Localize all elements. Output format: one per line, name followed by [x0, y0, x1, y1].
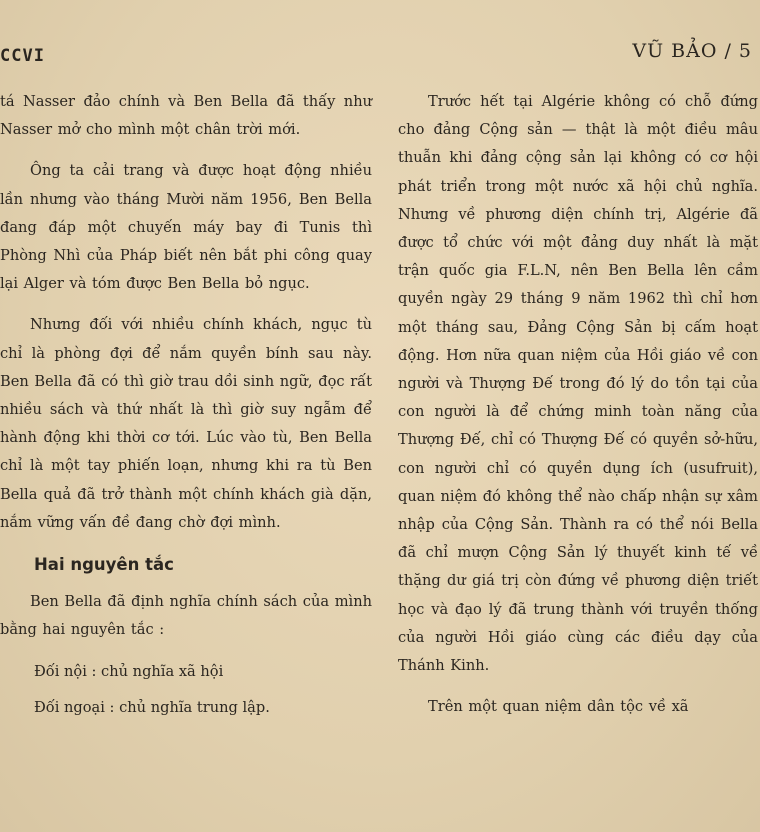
paragraph: Nhưng đối với nhiều chính khách, ngục tù chỉ là phòng đợi để nắm quyền bính sau này. Ben Bella đã có thì giờ trau dồi sinh ngữ, đọc rất nhiều sách và thứ nhất là thì giờ suy ngẫm để hành động khi thời cơ tới. Lúc vào tù, Ben Bella chỉ là một tay phiến loạn, nhưng khi ra tù Ben Bella quả đã trở thành một chính khách già dặn, nắm vững vấn đề đang chờ đợi mình.: [0, 316, 372, 531]
section-heading: Hai nguyên tắc: [34, 555, 174, 575]
right-column: [398, 88, 758, 734]
page-header: [0, 38, 760, 70]
left-column: [0, 88, 372, 729]
policy-internal: Đối nội : chủ nghĩa xã hội: [34, 663, 224, 681]
author-running-head: VŨ BẢO / 5: [632, 40, 752, 62]
paragraph: Ông ta cải trang và được hoạt động nhiều lần nhưng vào tháng Mười năm 1956, Ben Bella đang đáp một chuyến máy bay đi Tunis thì Phòng Nhì của Pháp biết nên bắt phi công quay lại Alger và tóm được Ben Bella bỏ ngục.: [0, 162, 372, 293]
policy-external: Đối ngoại : chủ nghĩa trung lập.: [34, 699, 270, 717]
paragraph: Trước hết tại Algérie không có chỗ đứng cho đảng Cộng sản — thật là một điều mâu thuẫn khi đảng cộng sản lại không có cơ hội phát triển trong một nước xã hội chủ nghĩa. Nhưng về phương diện chính trị, Algérie đã được tổ chức với một đảng duy nhất là mặt trận quốc gia F.L.N, nên Ben Bella lên cầm quyền ngày 29 tháng 9 năm 1962 thì chỉ hơn một tháng sau, Đảng Cộng Sản bị cấm hoạt động. Hơn nữa quan niệm của Hồi giáo về con người và Thượng Đế trong đó lý do tồn tại của con người là để chứng minh toàn năng của Thượng Đế, chỉ có Thượng Đế có quyền sở-hữu, con người chỉ có quyền dụng ích (usufruit), quan niệm đó không thể nào chấp nhận sự xâm nhập của Cộng Sản. Thành ra có thể nói Bella đã chỉ mượn Cộng Sản lý thuyết kinh tế về thặng dư giá trị còn đứng về phương diện triết học và đạo lý đã trung thành với truyền thống của người Hồi giáo cùng các điều dạy của Thánh Kinh.: [398, 93, 758, 675]
paragraph: Ben Bella đã định nghĩa chính sách của mình bằng hai nguyên tắc :: [0, 593, 373, 639]
paragraph: tá Nasser đảo chính và Ben Bella đã thấy như Nasser mở cho mình một chân trời mới.: [0, 93, 372, 139]
paragraph: Trên một quan niệm dân tộc về xã: [428, 698, 689, 716]
page-number-left: CCVI: [0, 46, 45, 66]
